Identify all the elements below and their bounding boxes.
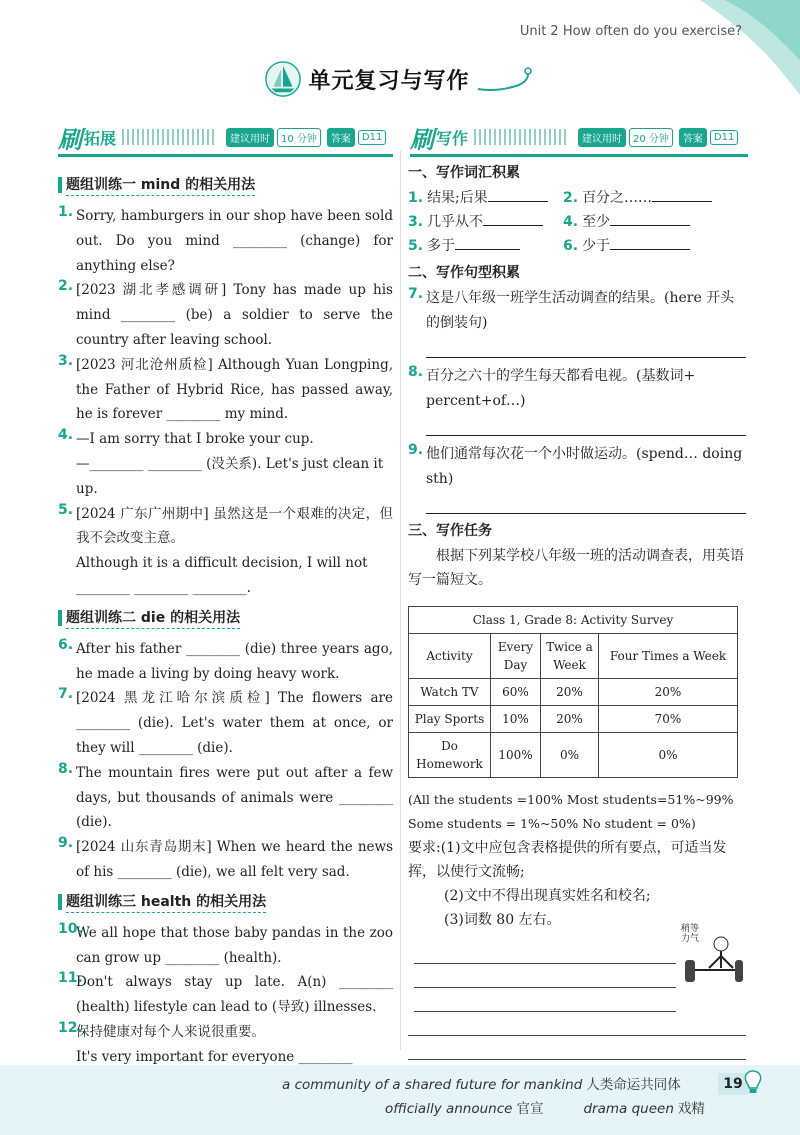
answer-page: D11 — [710, 130, 738, 145]
question-11: 11. Don't always stay up late. A(n) ________ (health) lifestyle can lead to (导致) illnesses. — [58, 970, 393, 1016]
task-instructions: 根据下列某学校八年级一班的活动调查表，用英语写一篇短文。 — [408, 548, 744, 588]
question-5: 5. [2024 广东广州期中] 虽然这是一个艰难的决定，但我不会改变主意。 — [58, 501, 393, 547]
writing-line[interactable] — [408, 1036, 746, 1060]
section-name: 拓展 — [84, 128, 117, 148]
sailboat-icon — [264, 60, 302, 98]
answer-page: D11 — [358, 130, 386, 145]
question-4: 4. —I am sorry that I broke your cup. — [58, 427, 314, 448]
time-value: 10 分钟 — [277, 128, 321, 147]
group-heading: 题组训练一 mind 的相关用法 — [58, 174, 393, 196]
section-header-writing — [410, 122, 748, 152]
survey-note-1: (All the students =100% Most students=51%~99% — [408, 792, 734, 807]
writing-line[interactable] — [414, 940, 676, 964]
vocab-item: 5. 多于 — [408, 234, 563, 258]
writing-line[interactable] — [414, 988, 676, 1012]
section-underline — [58, 154, 393, 157]
question-8: 8. The mountain fires were put out after a few days, but thousands of animals were ________ (die). — [58, 760, 393, 831]
question-12-english: It's very important for everyone ________ — [76, 1048, 353, 1065]
page-number: 19 — [718, 1073, 748, 1095]
answer-line[interactable] — [426, 492, 746, 514]
question-3: 3. [2023 河北沧州质检] Although Yuan Longping, the Father of Hybrid Rice, has passed away, he is forever ________ my mind. — [58, 352, 393, 423]
writing-task-heading: 三、写作任务 — [408, 523, 492, 539]
stripe-decoration — [474, 129, 569, 145]
footer-phrase-1: a community of a shared future for mankind 人类命运共同体 — [282, 1077, 681, 1093]
answer-line[interactable] — [426, 414, 746, 436]
writing-sentence-heading: 二、写作句型积累 — [408, 265, 520, 281]
question-6: 6. After his father ________ (die) three years ago, he made a living by doing heavy work. — [58, 636, 393, 682]
vocab-item: 2. 百分之…… — [563, 186, 733, 210]
table-caption: Class 1, Grade 8: Activity Survey — [409, 607, 738, 634]
requirement-3: (3)词数 80 左右。 — [444, 912, 561, 928]
page-title-text: 单元复习与写作 — [308, 68, 470, 94]
question-9-right: 9. 他们通常每次花一个小时做运动。(spend… doing sth) — [408, 442, 743, 487]
question-10: 10. We all hope that those baby pandas in the zoo can grow up ________ (health). — [58, 920, 393, 966]
group-heading: 题组训练二 die 的相关用法 — [58, 607, 393, 629]
question-5-english: Although it is a difficult decision, I will not ________ ________ ________. — [76, 555, 368, 596]
weightlifter-cartoon: 稍等 力气 — [675, 920, 745, 990]
requirement-1: (1)文中应包含表格提供的所有要点，可适当发挥，以使行文流畅; — [408, 840, 727, 880]
activity-survey-table — [408, 606, 738, 778]
survey-note-2: Some students = 1%~50% No student = 0%) — [408, 816, 696, 831]
writing-line[interactable] — [414, 964, 676, 988]
section-name: 写作 — [436, 128, 469, 148]
vocab-grid — [408, 186, 746, 258]
question-8-right: 8. 百分之六十的学生每天都看电视。(基数词+ percent+of…) — [408, 364, 696, 409]
column-divider — [400, 150, 401, 1050]
answer-line[interactable] — [426, 336, 746, 358]
writing-vocab-heading: 一、写作词汇积累 — [408, 165, 520, 181]
page-title — [0, 60, 800, 98]
swirl-decoration — [476, 64, 536, 94]
section-header-extension — [58, 122, 393, 152]
time-value: 20 分钟 — [629, 128, 673, 147]
group-heading: 题组训练三 health 的相关用法 — [58, 891, 393, 913]
question-7-right: 7. 这是八年级一班学生活动调查的结果。(here 开头的倒装句) — [408, 286, 735, 331]
question-4-reply: —________ ________ (没关系). Let's just clean it up. — [76, 455, 384, 497]
requirements — [408, 836, 746, 932]
extension-exercises — [58, 168, 393, 1094]
table-row: Watch TV 60% 20% 20% — [409, 679, 738, 706]
question-12: 12. 保持健康对每个人来说很重要。 — [58, 1019, 265, 1040]
vocab-item: 1. 结果;后果 — [408, 186, 563, 210]
requirements-label: 要求: — [408, 840, 441, 856]
footer-band — [0, 1065, 800, 1135]
vocab-item: 3. 几乎从不 — [408, 210, 563, 234]
time-label: 建议用时 — [226, 128, 274, 147]
vocab-item: 6. 少于 — [563, 234, 733, 258]
question-9: 9. [2024 山东青岛期末] When we heard the news of his ________ (die), we all felt very sad. — [58, 835, 393, 880]
writing-line[interactable] — [408, 1012, 746, 1036]
requirement-2: (2)文中不得出现真实姓名和校名; — [444, 888, 651, 904]
section-underline — [410, 154, 748, 157]
section-mark: 刷 — [410, 125, 434, 154]
unit-header: Unit 2 How often do you exercise? — [519, 24, 742, 39]
table-header-row: Activity Every Day Twice a Week Four Times a Week — [409, 634, 738, 679]
question-2: 2. [2023 湖北孝感调研] Tony has made up his mind ________ (be) a soldier to serve the country after leaving school. — [58, 278, 393, 348]
section-mark: 刷 — [58, 125, 82, 154]
vocab-item: 4. 至少 — [563, 210, 733, 234]
question-1: 1. Sorry, hamburgers in our shop have been sold out. Do you mind ________ (change) for anything else? — [58, 204, 393, 274]
table-row: Do Homework 100% 0% 0% — [409, 733, 738, 778]
question-7: 7. [2024 黑龙江哈尔滨质检] The flowers are ________ (die). Let's water them at once, or they will ________ (die). — [58, 686, 393, 756]
lightbulb-icon — [742, 1069, 764, 1095]
answer-label: 答案 — [327, 128, 355, 147]
stripe-decoration — [122, 129, 217, 145]
footer-phrase-2: officially announce 官宣 drama queen 戏精 — [385, 1101, 705, 1117]
time-label: 建议用时 — [578, 128, 626, 147]
table-row: Play Sports 10% 20% 70% — [409, 706, 738, 733]
answer-label: 答案 — [679, 128, 707, 147]
